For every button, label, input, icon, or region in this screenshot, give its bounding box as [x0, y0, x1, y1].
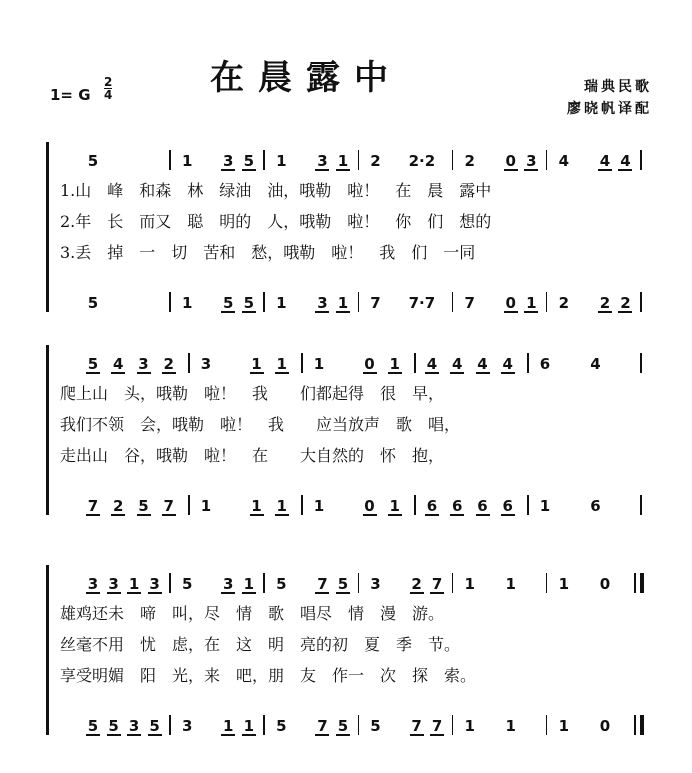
melody-note: 4 [590, 355, 601, 373]
harmony-note: 3 [126, 717, 142, 735]
harmony-barline [263, 715, 265, 735]
harmony-note: 1 [241, 717, 257, 735]
harmony-barline [546, 292, 548, 312]
melody-note: 5 [276, 575, 287, 593]
melody-note: 1 [387, 355, 403, 373]
harmony-note: 1 [181, 294, 193, 312]
melody-note: 1 [241, 575, 257, 593]
melody-note: 5 [181, 575, 193, 593]
harmony-note: 5 [370, 717, 381, 735]
melody-note: 1 [464, 575, 475, 593]
harmony-note: 6 [424, 497, 440, 515]
melody-barline [640, 353, 642, 373]
melody-note: 4 [449, 355, 465, 373]
time-signature [104, 76, 112, 101]
melody-note: 5 [87, 152, 99, 170]
melody-note: 3 [85, 575, 101, 593]
melody-barline [169, 573, 171, 593]
harmony-note: 3 [181, 717, 193, 735]
melody-note: 0 [503, 152, 519, 170]
harmony-note: 1 [276, 294, 287, 312]
harmony-note: 1 [523, 294, 539, 312]
harmony-barline [640, 715, 644, 735]
harmony-barline [414, 495, 416, 515]
song-title: 在晨露中 [210, 58, 402, 98]
melody-note: 3 [200, 355, 212, 373]
melody-note: 4 [110, 355, 126, 373]
harmony-note: 0 [362, 497, 378, 515]
harmony-note: 5 [241, 294, 257, 312]
melody-note: 3 [370, 575, 381, 593]
melody-note: 7 [314, 575, 330, 593]
melody-note: 3 [220, 152, 236, 170]
harmony-barline [358, 292, 360, 312]
harmony-note: 5 [335, 717, 351, 735]
harmony-note: 7 [314, 717, 330, 735]
melody-barline [414, 353, 416, 373]
harmony-barline [640, 292, 642, 312]
melody-note: 3 [136, 355, 152, 373]
melody-note: 1 [505, 575, 516, 593]
harmony-barline [452, 292, 454, 312]
melody-barline [634, 573, 636, 593]
lyric-line: 我们不领 会，哦勒 啦！ 我 应当放声 歌 唱， [60, 415, 461, 434]
lyric-line: 雄鸡还未 啼 叫，尽 情 歌 唱尽 情 漫 游。 [60, 604, 445, 623]
harmony-note: 5 [147, 717, 163, 735]
harmony-note: 2 [110, 497, 126, 515]
melody-note: 2 [161, 355, 177, 373]
melody-note: 3 [220, 575, 236, 593]
lyric-line: 3.丢 掉 一 切 苦和 愁，哦勒 啦！ 我 们 一同 [60, 243, 476, 262]
harmony-note: 1 [313, 497, 325, 515]
harmony-barline [169, 292, 171, 312]
melody-note: 1 [313, 355, 325, 373]
harmony-note: 1 [249, 497, 265, 515]
harmony-note: 5 [220, 294, 236, 312]
harmony-barline [358, 715, 360, 735]
melody-barline [301, 353, 303, 373]
melody-note: 3 [523, 152, 539, 170]
melody-note: 3 [106, 575, 122, 593]
melody-barline [527, 353, 529, 373]
melody-note: 1 [274, 355, 290, 373]
melody-note: 2 [370, 152, 381, 170]
system-brace [46, 345, 49, 515]
melody-note: 5 [85, 355, 101, 373]
melody-note: 3 [147, 575, 163, 593]
harmony-note: 1 [558, 717, 570, 735]
melody-note: 4 [597, 152, 613, 170]
melody-note: 1 [335, 152, 351, 170]
melody-note: 2 [409, 575, 425, 593]
melody-note: 7 [429, 575, 445, 593]
harmony-note: 7 [161, 497, 177, 515]
melody-barline [546, 150, 548, 170]
harmony-note: 1 [387, 497, 403, 515]
harmony-note: 1 [274, 497, 290, 515]
melody-note: 0 [599, 575, 611, 593]
harmony-note: 2 [617, 294, 633, 312]
melody-barline [169, 150, 171, 170]
melody-barline [188, 353, 190, 373]
lyric-line: 走出山 谷，哦勒 啦！ 在 大自然的 怀 抱， [60, 446, 445, 465]
lyric-line: 1.山 峰 和森 林 绿油 油，哦勒 啦！ 在 晨 露中 [60, 181, 492, 200]
melody-barline [640, 573, 644, 593]
melody-note: 3 [314, 152, 330, 170]
melody-barline [452, 573, 454, 593]
harmony-note: 6 [475, 497, 491, 515]
melody-note: 4 [475, 355, 491, 373]
lyric-line: 丝毫不用 忧 虑，在 这 明 亮的初 夏 季 节。 [60, 635, 461, 654]
harmony-barline [527, 495, 529, 515]
harmony-barline [263, 292, 265, 312]
harmony-note: 1 [200, 497, 212, 515]
lyric-line: 爬上山 头，哦勒 啦！ 我 们都起得 很 早， [60, 384, 445, 403]
harmony-note: 0 [503, 294, 519, 312]
harmony-note: 7 [370, 294, 381, 312]
harmony-note: 7 [429, 717, 445, 735]
harmony-note: 6 [449, 497, 465, 515]
system-brace [46, 142, 49, 312]
melody-note: 1 [276, 152, 287, 170]
harmony-note: 2 [597, 294, 613, 312]
melody-barline [358, 573, 360, 593]
harmony-barline [301, 495, 303, 515]
lyric-line: 享受明媚 阳 光，来 吧，朋 友 作一 次 探 索。 [60, 666, 477, 685]
melody-note: 2 [464, 152, 475, 170]
lyric-line: 2.年 长 而又 聪 明的 人，哦勒 啦！ 你 们 想的 [60, 212, 492, 231]
harmony-note: 1 [335, 294, 351, 312]
harmony-barline [634, 715, 636, 735]
melody-note: 1 [558, 575, 570, 593]
melody-note: 0 [362, 355, 378, 373]
origin-credit: 瑞典民歌 [584, 79, 652, 95]
harmony-note: 6 [500, 497, 516, 515]
melody-note: 4 [424, 355, 440, 373]
melody-note: 1 [126, 575, 142, 593]
system-brace [46, 565, 49, 735]
melody-note: 1 [249, 355, 265, 373]
harmony-note: 2 [558, 294, 570, 312]
harmony-note: 5 [136, 497, 152, 515]
melody-note: 6 [539, 355, 551, 373]
harmony-note: 7 [85, 497, 101, 515]
melody-note: 2·2 [408, 152, 436, 170]
melody-note: 1 [181, 152, 193, 170]
key-signature: 1= G [50, 86, 91, 104]
melody-note: 4 [617, 152, 633, 170]
melody-barline [640, 150, 642, 170]
harmony-note: 5 [276, 717, 287, 735]
meter-top: 2 [104, 75, 113, 89]
melody-note: 4 [558, 152, 570, 170]
harmony-barline [640, 495, 642, 515]
melody-note: 4 [500, 355, 516, 373]
harmony-note: 5 [106, 717, 122, 735]
translator-credit: 廖晓帆译配 [567, 101, 652, 117]
harmony-note: 3 [314, 294, 330, 312]
harmony-note: 7 [409, 717, 425, 735]
harmony-note: 0 [599, 717, 611, 735]
harmony-note: 1 [464, 717, 475, 735]
harmony-note: 1 [505, 717, 516, 735]
harmony-note: 1 [220, 717, 236, 735]
harmony-barline [546, 715, 548, 735]
melody-barline [263, 573, 265, 593]
meter-bottom: 4 [104, 88, 113, 102]
harmony-note: 5 [87, 294, 99, 312]
harmony-barline [188, 495, 190, 515]
harmony-barline [452, 715, 454, 735]
melody-note: 5 [241, 152, 257, 170]
harmony-note: 6 [590, 497, 601, 515]
melody-note: 5 [335, 575, 351, 593]
harmony-note: 7·7 [408, 294, 436, 312]
harmony-note: 5 [85, 717, 101, 735]
harmony-note: 7 [464, 294, 475, 312]
melody-barline [358, 150, 360, 170]
harmony-note: 1 [539, 497, 551, 515]
harmony-barline [169, 715, 171, 735]
melody-barline [546, 573, 548, 593]
melody-barline [452, 150, 454, 170]
melody-barline [263, 150, 265, 170]
